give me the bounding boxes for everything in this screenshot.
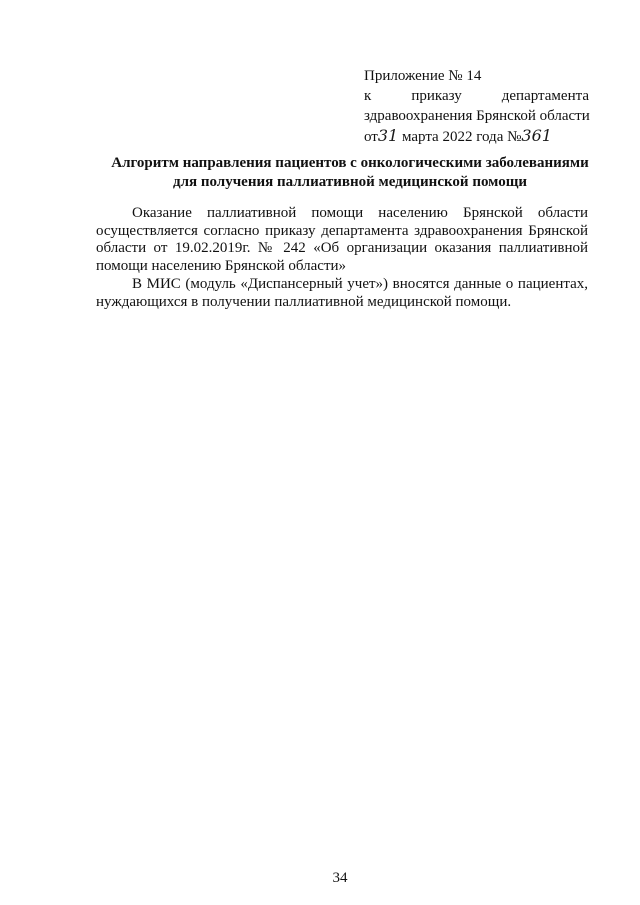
appendix-order-word: приказу bbox=[411, 88, 462, 104]
body-paragraph-2: В МИС (модуль «Диспансерный учет») вносятся данные о пациентах, нуждающихся в получении паллиативной медицинской помощи. bbox=[96, 276, 588, 310]
appendix-department-word: департамента bbox=[501, 88, 589, 104]
document-title bbox=[60, 154, 640, 192]
document-body bbox=[96, 205, 588, 311]
title-line-1: Алгоритм направления пациентов с онкологическими заболеваниями bbox=[111, 155, 589, 171]
appendix-date-from: от bbox=[364, 129, 378, 145]
appendix-header bbox=[364, 66, 589, 147]
appendix-date-line bbox=[364, 126, 589, 147]
appendix-order-prep: к bbox=[364, 88, 372, 104]
appendix-order-line bbox=[364, 86, 589, 106]
page-number: 34 bbox=[332, 870, 348, 886]
handwritten-order-number: 361 bbox=[521, 126, 552, 145]
appendix-date-rest: марта 2022 года № bbox=[401, 129, 522, 145]
appendix-number: Приложение № 14 bbox=[364, 68, 482, 84]
title-line-2: для получения паллиативной медицинской помощи bbox=[172, 174, 528, 190]
appendix-department-name: здравоохранения Брянской области bbox=[364, 108, 590, 124]
body-paragraph-1: Оказание паллиативной помощи населению Брянской области осуществляется согласно приказу департамента здравоохранения Брянской области от 19.02.2019г. № 242 «Об организации оказания паллиативной помощи населению Брянской области» bbox=[96, 205, 588, 274]
handwritten-day: 31 bbox=[377, 126, 399, 145]
